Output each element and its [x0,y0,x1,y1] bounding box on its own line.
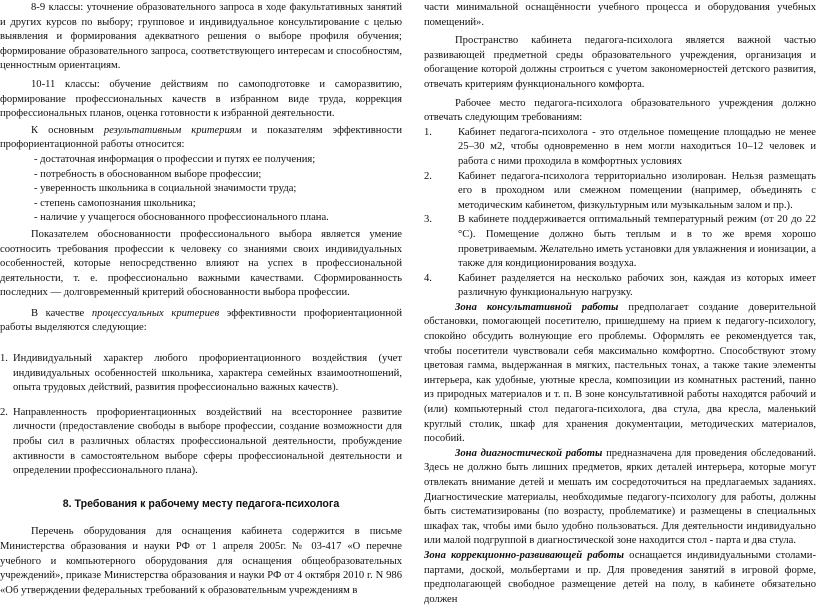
paragraph-continuation: части минимальной оснащённости учебного процесса и оборудования учебных помещений». [424,2,816,28]
consultation-zone-term: Зона консультативной работы [455,301,619,313]
criteria-bullet-list [0,153,402,226]
process-criteria-term: процессуальных критериев [91,307,220,319]
paragraph-office-space: Пространство кабинета педагога-психолога является важной частью развивающей предметной среды образовательного учреждения, организация и обогащение которой должны строиться с учетом закономерностей детского развития, отвечать критериям функционального комфорта. [424,35,816,90]
right-column [424,0,816,607]
section-heading: 8. Требования к рабочему месту педагога-психолога [62,497,340,510]
process-criteria-item-1: 1. Индивидуальный характер любого профориентационного воздействия (учет индивидуальных особенностей школьника, характера семейных взаимоотношений, опыта трудовых действий, развития профессионально важных качеств). [0,353,402,394]
left-column [0,0,402,598]
paragraph-correction-zone: Зона коррекционно-развивающей работы оснащается индивидуальными столами-партами, доской, мольбертами и пр. Для проведения занятий в игровой форме, предполагающей свободное размещение детей на полу, в кабинете обязательно должен [424,549,816,605]
paragraph-equipment-list: Перечень оборудования для оснащения кабинета содержится в письме Министерства образования и науки РФ от 1 апреля 2005г. № 03-417 «О перечне учебного и компьютерного оборудования для оснащения общеобразовательных учреждений», приказе Министерства образования и науки РФ от 4 октября 2010 г. N 986 «Об утверждении федеральных требований к образовательным учреждениям в [0,526,402,596]
bullet-item: - достаточная информация о профессии и путях ее получения; [34,153,316,165]
correction-zone-term: Зона коррекционно-развивающей работы [424,549,624,561]
paragraph-consultation-zone: Зона консультативной работы предполагает создание доверительной обстановки, помогающей посетителю, пришедшему на прием к педагогу-психологу, спокойно обсудить волнующие его проблемы. Оформлять ее рекомендуется так, чтобы посетители чувствовали себя максимально комфортно. Способствуют этому цветовая гамма, выдержанная в мягких, пастельных тонах, а также такие элементы интерьера, как удобные, уютные кресла, композиции из комнатных растений, панно из природных материалов и т. п. В зоне консультативной работы находятся рабочий и (или) компьютерный стол педагога-психолога, два стула, два кресла, маленький круглый столик, шкаф для хранения документации, методических материалов, пособий. [424,301,816,445]
paragraph-result-criteria: К основным результативным критериям и показателям эффективности профориентационной работы относится: [0,124,402,151]
requirement-item-2: 2. Кабинет педагога-психолога территориально изолирован. Нельзя размещать его в проходном или смежном помещении (например, объединять с методическим кабинетом, физкультурным или музыкальным залом и пр.). [424,170,816,211]
paragraph-grades-10-11: 10-11 классы: обучение действиям по самоподготовке и саморазвитию, формирование профессиональных качеств в избранном виде труда, коррекция профессиональных планов, оценка готовности к избранной деятельности. [0,78,402,120]
requirement-item-4: 4. Кабинет разделяется на несколько рабочих зон, каждая из которых имеет различную функциональную нагрузку. [424,272,816,299]
requirement-item-3: 3. В кабинете поддерживается оптимальный температурный режим (от 20 до 22 °С). Помещение должно быть теплым и в то же время хорошо проветриваемым. Желательно иметь установки для увлажнения и ионизации, а также для кондиционирования воздуха. [424,214,816,270]
paragraph-workplace-requirements: Рабочее место педагога-психолога образовательного учреждения должно отвечать следующим требованиям: [424,97,816,124]
bullet-item: - наличие у учащегося обоснованного профессионального плана. [34,212,329,224]
result-criteria-term: результативным критериям [103,124,242,136]
bullet-item: - потребность в обоснованном выборе профессии; [34,168,262,180]
requirement-item-1: 1. Кабинет педагога-психолога - это отдельное помещение площадью не менее 25–30 м2, чтобы одновременно в нем могли находиться 10–12 человек и работа с ними проходила в комфортных условиях [424,126,816,167]
bullet-item: - степень самопознания школьника; [34,197,196,209]
paragraph-validity-indicator: Показателем обоснованности профессионального выбора является умение соотносить требования профессии к человеку со знаниями своих индивидуальных особенностей, которые непосредственно влияют на успех в профессиональной деятельности, т. е. профессионально важными качествами. Сформированность последних — долговременный критерий обоснованности выбора профессии. [0,228,402,299]
bullet-item: - уверенность школьника в социальной значимости труда; [34,183,297,195]
process-criteria-item-2: 2. Направленность профориентационных воздействий на всестороннее развитие личности (предоставление свободы в выборе профессии, создание возможности для пробы сил в различных областях профессиональной деятельности, пробуждение активности в самостоятельном выборе сферы профессиональной деятельности и определении профессионального плана). [0,406,402,477]
paragraph-process-criteria: В качестве процессуальных критериев эффективности профориентационной работы выделяются следующие: [0,307,402,334]
diagnostic-zone-term: Зона диагностической работы [455,447,603,459]
paragraph-diagnostic-zone: Зона диагностической работы предназначена для проведения обследований. Здесь не должно быть лишних предметов, ярких деталей интерьера, которые могут отвлекать внимание детей и мешать им сосредоточиться на предлагаемых заданиях. Диагностические материалы, необходимые педагогу-психологу для работы, должны быть систематизированы (по возрасту, проблематике) и размещены в специальных шкафах так, чтобы ими было удобно пользоваться. Для деятельности индивидуально или малой подгруппой в диагностической зоне находится стол - парта и два стула. [424,447,816,547]
paragraph-grades-8-9: 8-9 классы: уточнение образовательного запроса в ходе факультативных занятий и других курсов по выбору; групповое и индивидуальное консультирование с целью выявления и формирования адекватного решения о выборе профиля обучения; формирование образовательного запроса, соответствующего интересам и способностям, ценностным ориентациям. [0,2,402,72]
